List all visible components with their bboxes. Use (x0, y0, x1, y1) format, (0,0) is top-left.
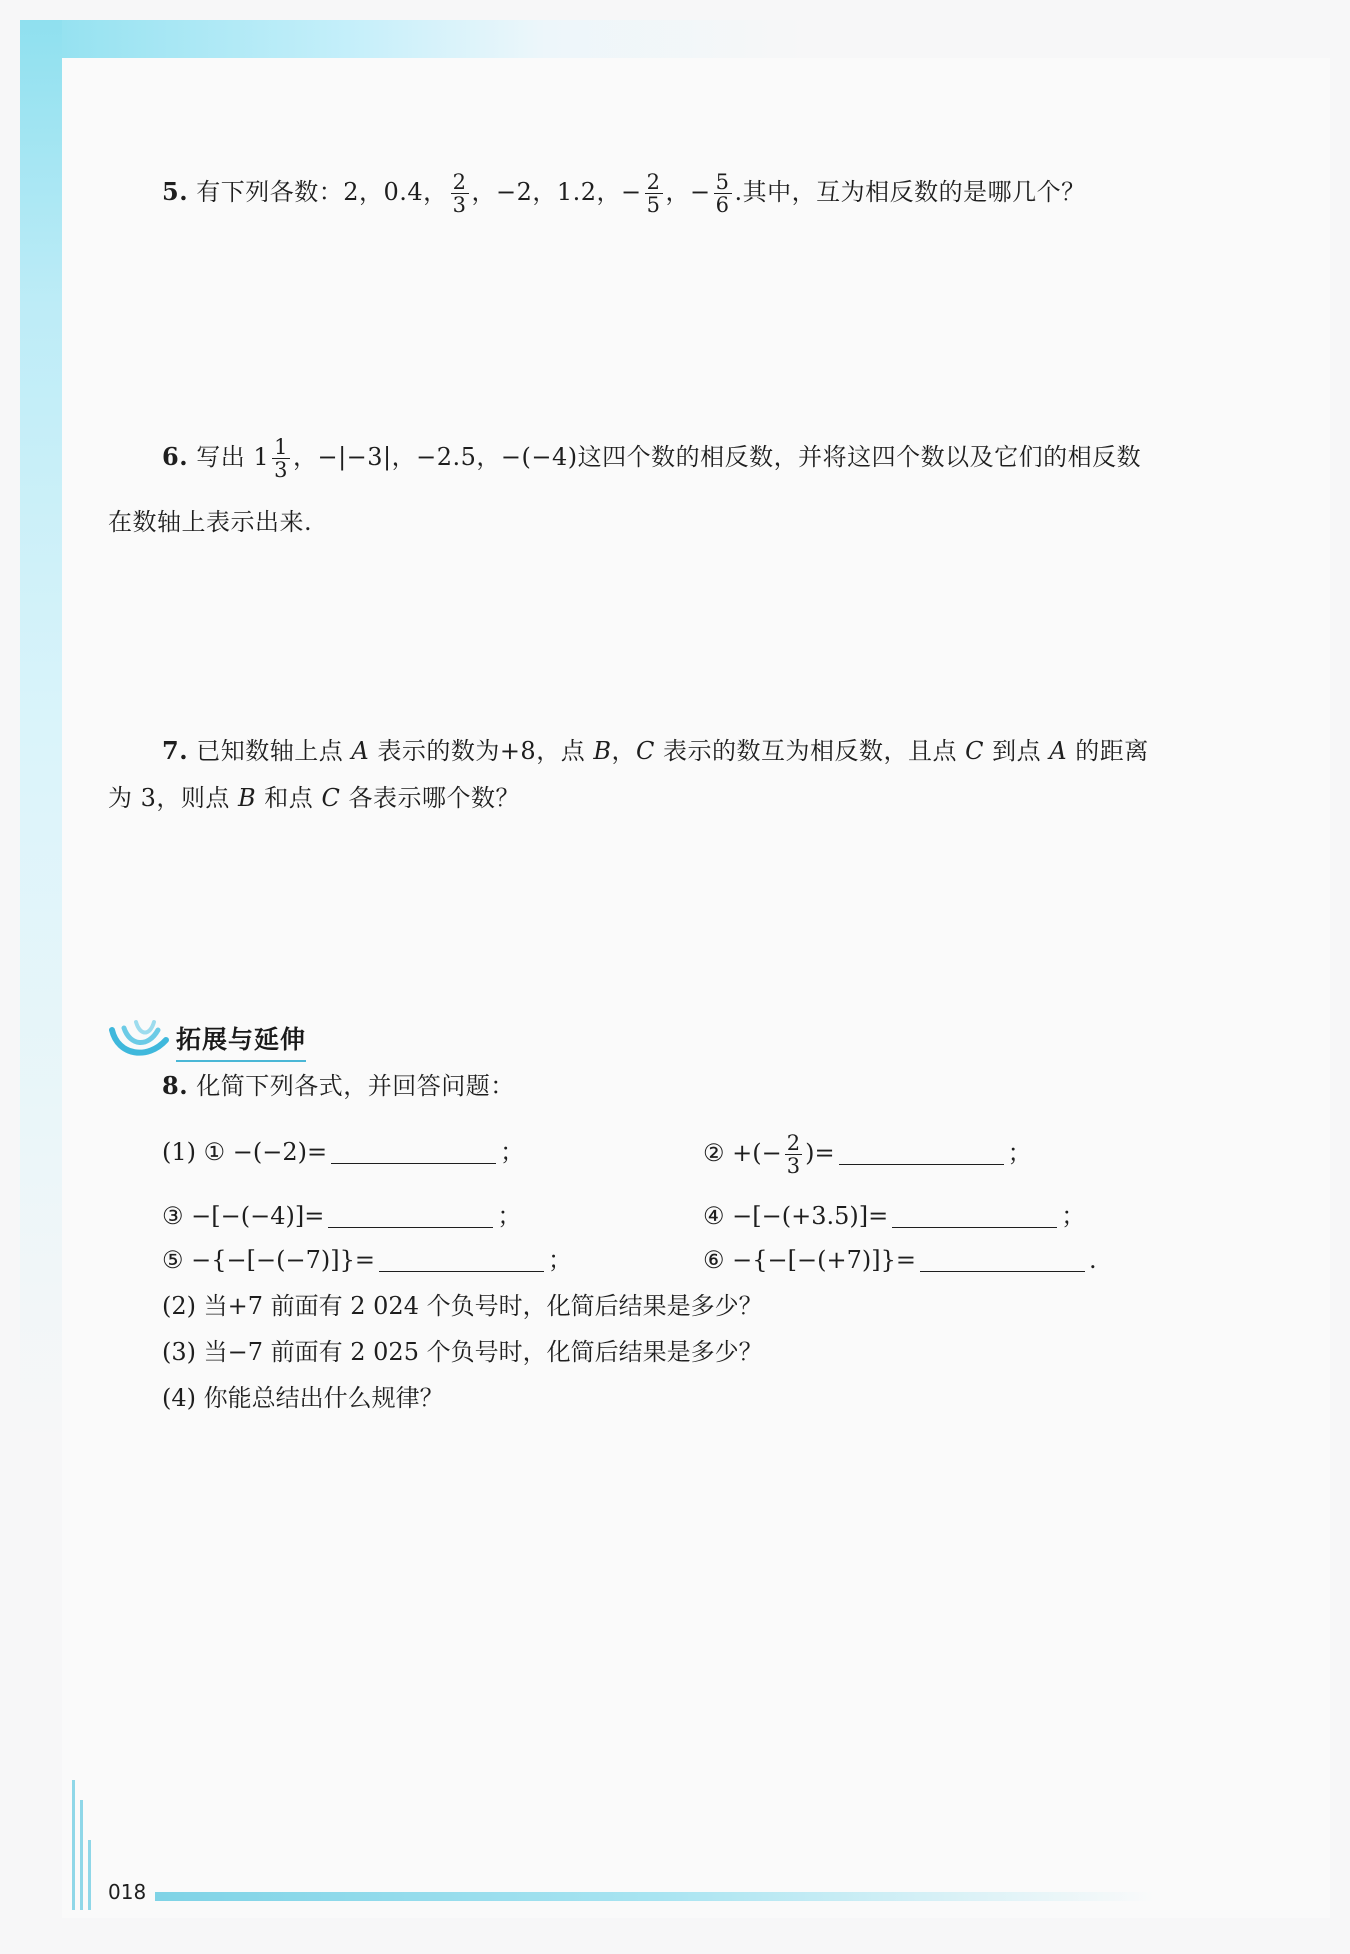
section-header (108, 1014, 428, 1064)
footer-bar (155, 1892, 1155, 1901)
fraction: $\frac{2}{3}$ (786, 1131, 801, 1178)
fraction: $\frac{1}{3}$ (274, 435, 288, 482)
question-7: 7. 已知数轴上点 A 表示的数为+8，点 B，C 表示的数互为相反数，且点 C 到点 A 的距离 (162, 736, 1149, 765)
answer-blank[interactable] (839, 1136, 1004, 1165)
question-text: ，− (665, 178, 711, 206)
question-text: ，−2，1.2，− (471, 178, 642, 206)
fraction: $\frac{2}{3}$ (452, 170, 467, 217)
question-8-part-2: (2) 当+7 前面有 2 024 个负号时，化简后结果是多少？ (162, 1292, 763, 1320)
fraction: $\frac{5}{6}$ (715, 170, 730, 217)
question-number: 8. (162, 1071, 189, 1100)
question-6 (162, 433, 1141, 481)
expression-2: ② +(− $\frac{2}{3}$ )= ； (703, 1131, 1032, 1178)
question-text: 有下列各数：2，0.4， (196, 178, 448, 206)
footer-decorative-lines (72, 1780, 96, 1910)
expression-5: ⑤ −{−[−(−7)]}= ； (162, 1240, 572, 1280)
question-5 (162, 168, 1086, 216)
wave-icon (108, 1016, 172, 1062)
fraction: $\frac{2}{5}$ (646, 170, 661, 217)
answer-blank[interactable] (920, 1243, 1085, 1272)
expression-1: (1) ① −(−2)= ； (162, 1132, 524, 1172)
page-sheet (62, 58, 1330, 1918)
question-8-part-3: (3) 当−7 前面有 2 025 个负号时，化简后结果是多少？ (162, 1338, 763, 1366)
question-6-line-2: 在数轴上表示出来. (108, 508, 313, 536)
section-title: 拓展与延伸 (176, 1020, 306, 1056)
question-8-part-4: (4) 你能总结出什么规律？ (162, 1384, 444, 1412)
question-text: ，−|−3|，−2.5，−(−4)这四个数的相反数，并将这四个数以及它们的相反数 (292, 443, 1142, 471)
question-number: 5. (162, 177, 189, 206)
answer-blank[interactable] (892, 1199, 1057, 1228)
expression-3: ③ −[−(−4)]= ； (162, 1196, 521, 1236)
question-text: 写出 1 (196, 443, 270, 471)
decorative-top-band (20, 20, 1330, 60)
question-8 (162, 1062, 515, 1110)
decorative-left-band (20, 20, 62, 1440)
answer-blank[interactable] (328, 1199, 493, 1228)
question-number: 6. (162, 442, 189, 471)
expression-4: ④ −[−(+3.5)]= ； (703, 1196, 1085, 1236)
question-text: .其中，互为相反数的是哪几个？ (734, 178, 1086, 206)
page-number: 018 (108, 1880, 147, 1904)
question-number: 7. (162, 736, 189, 765)
answer-blank[interactable] (331, 1135, 496, 1164)
question-7-line-2: 为 3，则点 B 和点 C 各表示哪个数？ (108, 784, 520, 812)
answer-blank[interactable] (379, 1243, 544, 1272)
expression-6: ⑥ −{−[−(+7)]}= . (703, 1240, 1097, 1280)
question-text: 化简下列各式，并回答问题： (196, 1072, 515, 1100)
